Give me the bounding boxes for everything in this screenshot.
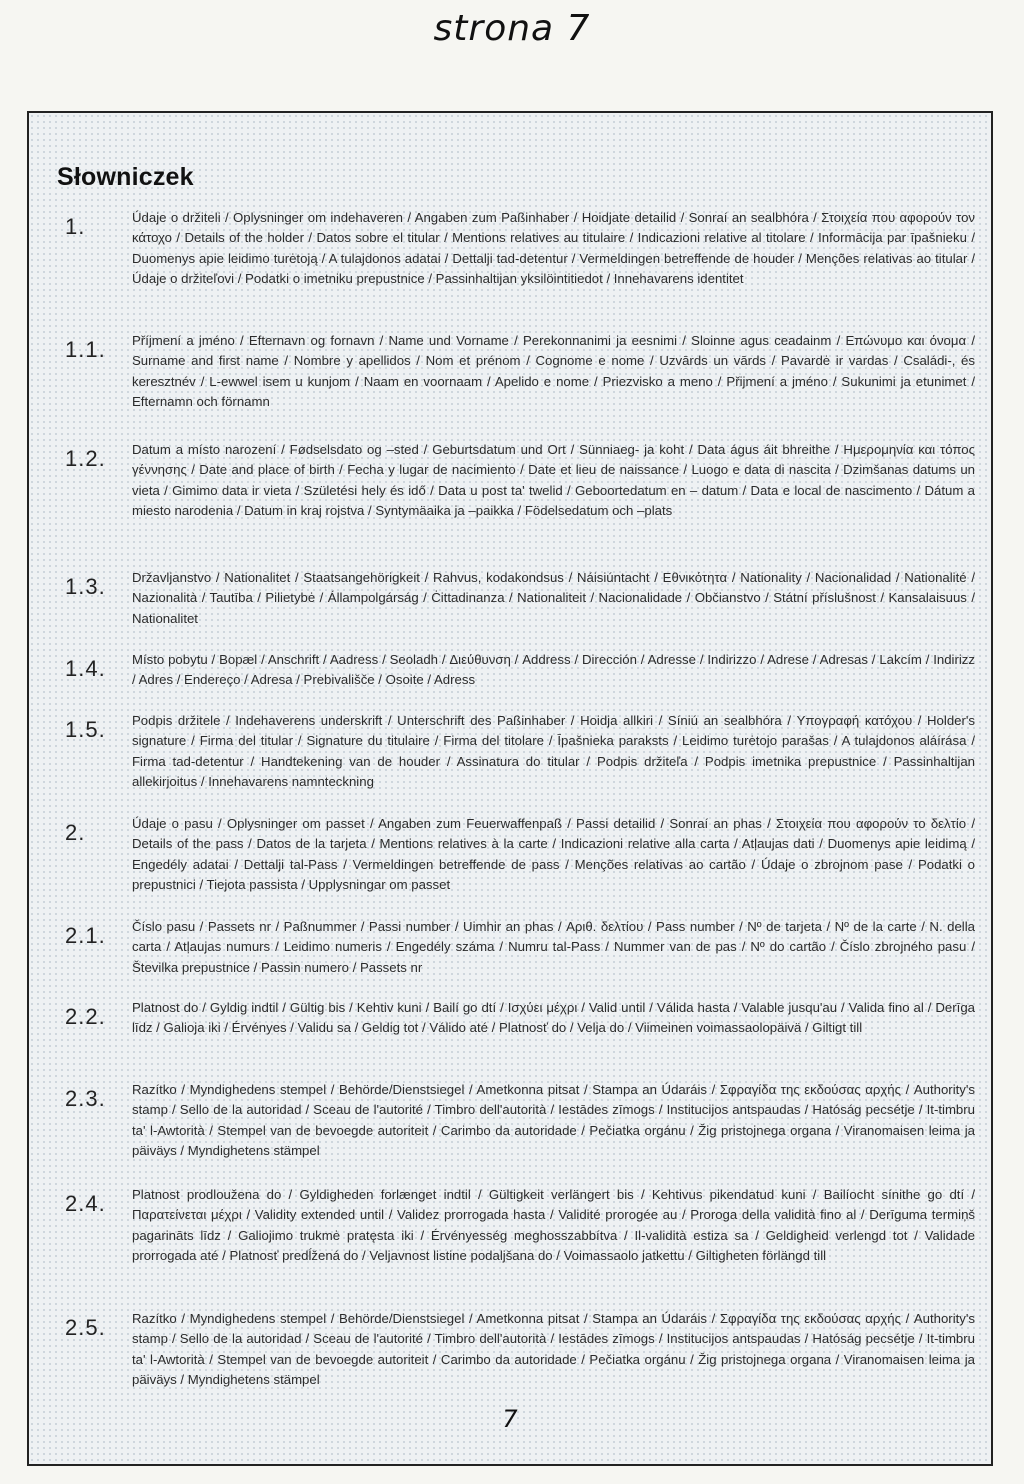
entry-text: Podpis držitele / Indehaverens underskrift / Unterschrift des Paßinhaber / Hoidja allkiri / Síniú an sealbhóra / Υπογραφή κατόχου / Holder's signature / Firma del titular / Signature du titulaire / Firma del titolare / Īpašnieka paraksts / Leidimo turėtojo parašas / A tulajdonos aláírása / Firma tad-detentur / Handtekening van de houder / Assinatura do titular / Podpis držiteľa / Podpis imetnika prepustnice / Passinhaltijan allekirjoitus / Innehavarens namnteckning [132,713,975,790]
glossary-panel [27,111,993,1466]
entry-number: 2. [65,820,86,845]
entry-text: Platnost do / Gyldig indtil / Gültig bis / Kehtiv kuni / Bailí go dtí / Ισχύει μέχρι / Valid until / Válida hasta / Valable jusqu'au / Valida fino al / Derīga līdz / Galioja iki / Érvényes / Validu sa / Geldig tot / Válido até / Platnosť do / Velja do / Viimeinen voimassaolopäivä / Giltigt till [132,1000,975,1036]
entry-text: Državljanstvo / Nationalitet / Staatsangehörigkeit / Rahvus, kodakondsus / Náisiúntacht / Εθνικότητα / Nationality / Nacionalidad / Nationalité / Nazionalità / Tautība / Pilietybė / Állampolgárság / Ċittadinanza / Nationaliteit / Nacionalidade / Občianstvo / Státní příslušnost / Kansalaisuus / Nationalitet [132,570,975,626]
entry-text: Datum a místo narození / Fødselsdato og –sted / Geburtsdatum und Ort / Sünniaeg- ja koht / Data águs áit bhreithe / Ημερομηνία και τόπος γέννησης / Date and place of birth / Fecha y lugar de nacimiento / Date et lieu de naissance / Luogo e data di nascita / Dzimšanas datums un vieta / Gimimo data ir vieta / Születési hely és idő / Data u post ta' twelid / Geboortedatum en – datum / Data e local de nascimento / Dátum a miesto narodenia / Datum in kraj rojstva / Syntymäaika ja –paikka / Födelsedatum och –plats [132,442,975,519]
page-header-title: strona 7 [433,8,591,49]
entry-number: 2.5. [65,1315,106,1340]
entry-text: Číslo pasu / Passets nr / Paßnummer / Passi number / Uimhir an phas / Αριθ. δελτίου / Pass number / Nº de tarjeta / Nº de la carte / N. della carta / Atļaujas numurs / Leidimo numeris / Engedély száma / Numru tal-Pass / Nummer van de pas / Nº do cartão / Číslo zbrojného pasu / Številka prepustnice / Passin numero / Passets nr [132,919,975,975]
entry-text: Údaje o pasu / Oplysninger om passet / Angaben zum Feuerwaffenpaß / Passi detailid / Sonraí an phas / Στοιχεία που αφορούν το δελτίο / Details of the pass / Datos de la tarjeta / Mentions relatives à la carte / Indicazioni relative alla carta / Atļaujas dati / Duomenys apie leidimą / Engedély adatai / Dettalji tal-Pass / Vermeldingen betreffende de pass / Menções relativas ao cartão / Údaje o zbrojnom pase / Podatki o prepustnici / Tiejota passista / Upplysningar om passet [132,816,975,893]
entry-text: Údaje o držiteli / Oplysninger om indehaveren / Angaben zum Paßinhaber / Hoidjate detailid / Sonraí an sealbhóra / Στοιχεία που αφορούν τον κάτοχο / Details of the holder / Datos sobre el titular / Mentions relatives au titulaire / Indicazioni relative al titolare / Informācija par īpašnieku / Duomenys apie leidimo turėtoją / A tulajdonos adatai / Dettalji tad-detentur / Vermeldingen betreffende de houder / Menções relativas ao titular / Údaje o držiteľovi / Podatki o imetniku prepustnice / Passinhaltijan yksilöintitiedot / Innehavarens identitet [132,210,975,287]
entry-number: 1.1. [65,337,106,362]
entry-number: 1.3. [65,574,106,599]
entry-number: 1.5. [65,717,106,742]
entry-number: 1.4. [65,656,106,681]
entry-text: Místo pobytu / Bopæl / Anschrift / Aadress / Seoladh / Διεύθυνση / Address / Dirección / Adresse / Indirizzo / Adrese / Adresas / Lakcím / Indirizz / Adres / Endereço / Adresa / Prebivališče / Osoite / Adress [132,652,975,688]
entry-number: 2.4. [65,1191,106,1216]
entry-number: 2.2. [65,1004,106,1029]
entry-text: Příjmení a jméno / Efternavn og fornavn / Name und Vorname / Perekonnanimi ja eesnimi / Sloinne agus ceadainm / Επώνυμο και όνομα / Surname and first name / Nombre y apellidos / Nom et prénom / Cognome e nome / Uzvārds un vārds / Pavardė ir vardas / Családi-, és keresztnév / L-ewwel isem u kunjom / Naam en voornaam / Apelido e nome / Priezvisko a meno / Přijmení a jméno / Sukunimi ja etunimet / Efternamn och förnamn [132,333,975,410]
entry-text: Razítko / Myndighedens stempel / Behörde/Dienstsiegel / Ametkonna pitsat / Stampa an Údaráis / Σφραγίδα της εκδούσας αρχής / Authority's stamp / Sello de la autoridad / Sceau de l'autorité / Timbro dell'autorità / Iestādes zīmogs / Institucijos antspaudas / Hatóság pecsétje / It-timbru ta' l-Awtorità / Stempel van de bevoegde autoriteit / Carimbo da autoridade / Pečiatka orgánu / Žig pristojnega organa / Viranomaisen leima ja päiväys / Myndighetens stämpel [132,1311,975,1388]
entry-text: Platnost prodloužena do / Gyldigheden forlænget indtil / Gültigkeit verlängert bis / Kehtivus pikendatud kuni / Bailíocht sínithe go dtí / Παρατείνεται μέχρι / Validity extended until / Validez prorrogada hasta / Validité prorogée au / Proroga della validità fino al / Derīguma termiņš pagarināts līdz / Galiojimo trukmė pratęsta iki / Érvényesség meghosszabbítva / Il-validità estiza sa / Geldigheid verlengd tot / Validade prorrogada até / Platnosť predĺžená do / Veljavnost listine podaljšana do / Voimassaolo jatkettu / Giltigheten förlängd till [132,1187,975,1264]
page-number: 7 [502,1405,518,1433]
entry-number: 2.1. [65,923,106,948]
section-title: Słowniczek [57,163,194,191]
entry-number: 1. [65,214,86,239]
entry-number: 1.2. [65,446,106,471]
entry-text: Razítko / Myndighedens stempel / Behörde/Dienstsiegel / Ametkonna pitsat / Stampa an Údaráis / Σφραγίδα της εκδούσας αρχής / Authority's stamp / Sello de la autoridad / Sceau de l'autorité / Timbro dell'autorità / Iestādes zīmogs / Institucijos antspaudas / Hatóság pecsétje / It-timbru ta' l-Awtorità / Stempel van de bevoegde autoriteit / Carimbo da autoridade / Pečiatka orgánu / Žig pristojnega organa / Viranomaisen leima ja päiväys / Myndighetens stämpel [132,1082,975,1159]
entry-number: 2.3. [65,1086,106,1111]
glossary-entries [29,113,991,1464]
